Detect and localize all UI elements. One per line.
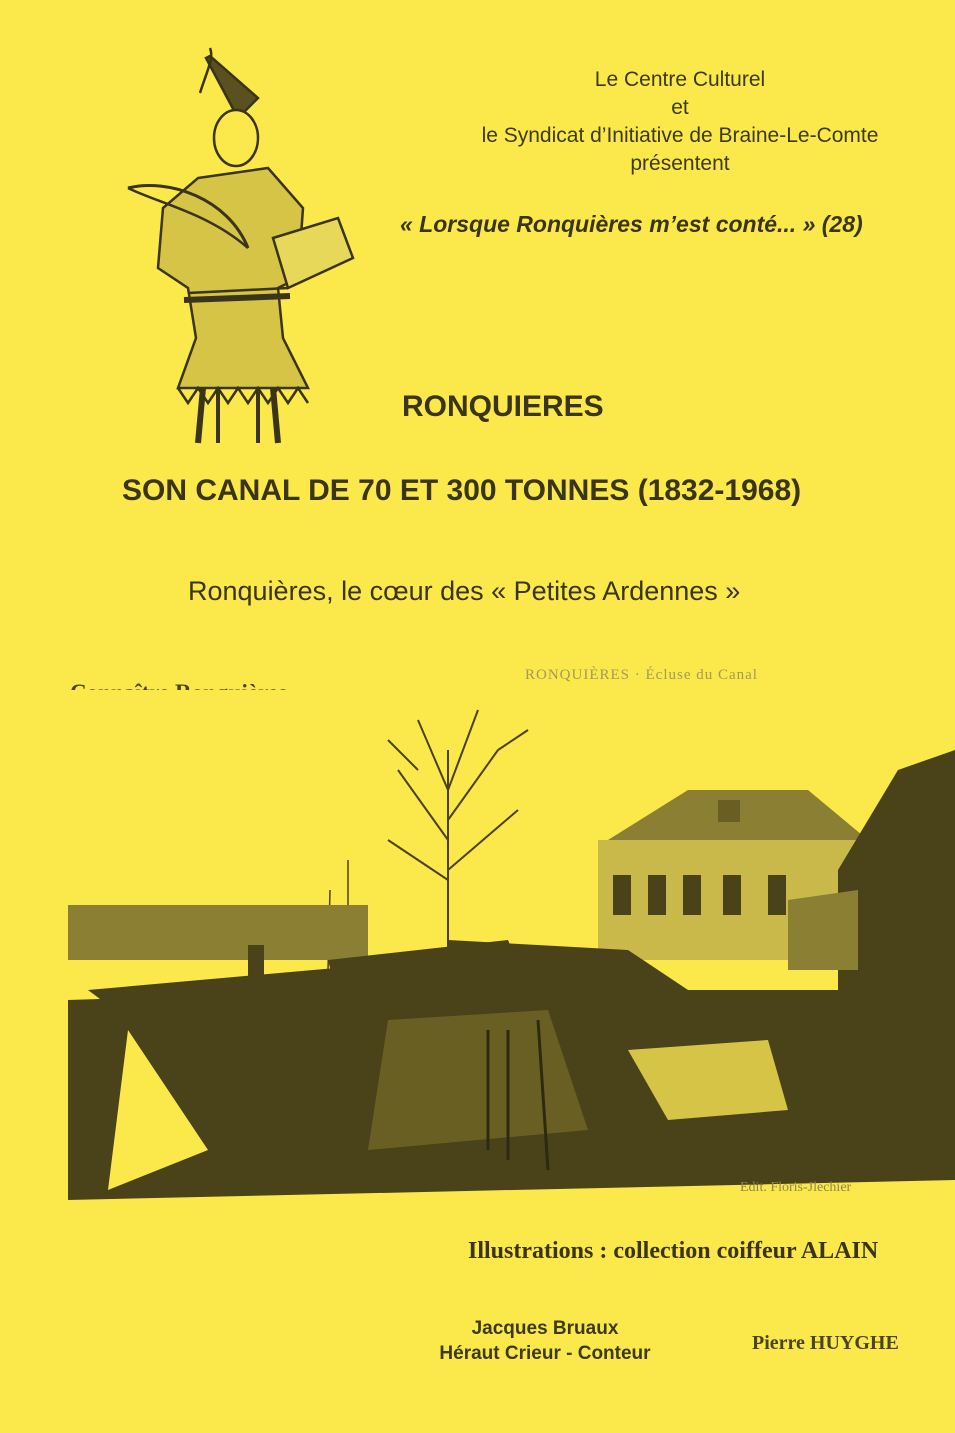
presenters-block: [400, 66, 955, 178]
author-name: Jacques Bruaux: [471, 1318, 619, 1339]
canal-photograph: [68, 690, 955, 1230]
herald-illustration: [118, 38, 368, 448]
tagline: Ronquières, le cœur des « Petites Ardennes »: [188, 576, 741, 606]
main-subtitle: SON CANAL DE 70 ET 300 TONNES (1832-1968): [122, 474, 802, 507]
author-role: Héraut Crieur - Conteur: [439, 1343, 651, 1364]
presenters-line: et: [671, 96, 689, 119]
photo-caption: RONQUIÈRES · Écluse du Canal: [525, 667, 758, 683]
presenters-line: présentent: [630, 152, 730, 175]
author-block-1: [420, 1316, 670, 1366]
author-name-2: Pierre HUYGHE: [752, 1332, 899, 1354]
photo-editor-credit: Edit. Floris-Jlechier: [740, 1180, 852, 1195]
illustrations-credit: Illustrations : collection coiffeur ALAIN: [468, 1238, 879, 1264]
presenters-line: le Syndicat d’Initiative de Braine-Le-Comte: [481, 124, 879, 147]
main-title: RONQUIERES: [402, 390, 604, 423]
presenters-line: Le Centre Culturel: [594, 68, 766, 91]
series-title: « Lorsque Ronquières m’est conté... » (28): [400, 211, 863, 237]
